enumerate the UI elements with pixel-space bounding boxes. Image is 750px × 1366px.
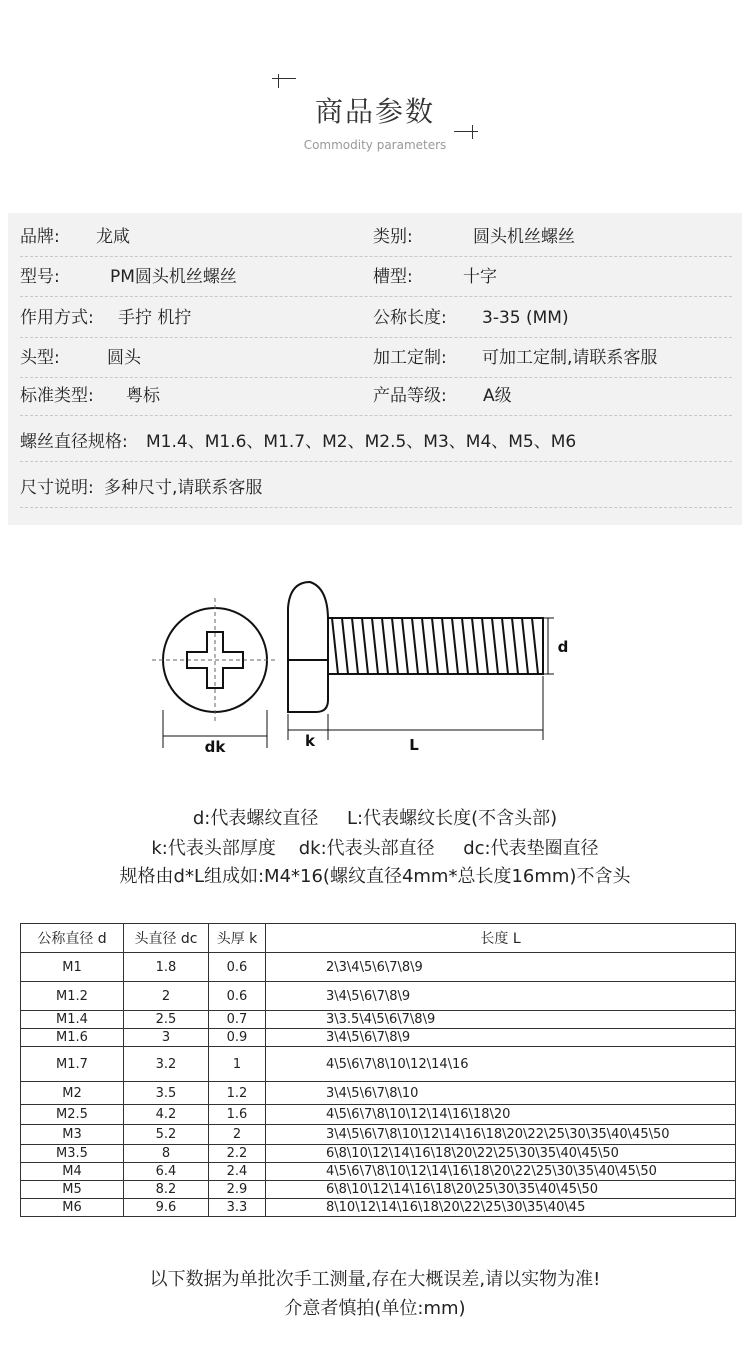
table-header: 头直径 dc — [124, 924, 209, 953]
param-value: M1.4、M1.6、M1.7、M2、M2.5、M3、M4、M5、M6 — [146, 432, 577, 452]
table-cell: 1.6 — [209, 1105, 266, 1125]
table-row — [21, 1163, 736, 1181]
table-cell: 3.3 — [209, 1199, 266, 1217]
param-value: A级 — [483, 386, 512, 406]
spec-table — [20, 923, 736, 1217]
decor-line — [278, 74, 279, 88]
param-value: 手拧 机拧 — [118, 308, 192, 328]
table-row — [21, 982, 736, 1011]
table-header: 公称直径 d — [21, 924, 124, 953]
param-row — [20, 423, 732, 462]
table-cell: M1 — [21, 953, 124, 982]
param-label: 作用方式: — [20, 308, 94, 328]
table-cell: 8.2 — [124, 1181, 209, 1199]
table-cell: 4\5\6\7\8\10\12\14\16\18\20\22\25\30\35\40\45\50 — [266, 1163, 736, 1181]
params-panel — [8, 213, 742, 525]
param-value: 圆头机丝螺丝 — [473, 227, 575, 247]
legend-line: d:代表螺纹直径 L:代表螺纹长度(不含头部) — [192, 808, 558, 829]
param-value: 3-35 (MM) — [482, 308, 569, 328]
table-cell: 3.2 — [124, 1047, 209, 1082]
table-row — [21, 1145, 736, 1163]
param-label: 槽型: — [373, 267, 413, 287]
param-label: 品牌: — [20, 227, 60, 247]
label-d: d — [557, 638, 569, 656]
table-cell: 6.4 — [124, 1163, 209, 1181]
table-cell: 0.6 — [209, 982, 266, 1011]
table-row — [21, 953, 736, 982]
section-title: 商品参数 — [314, 95, 435, 128]
decor-line — [272, 78, 296, 79]
notice-line: 介意者慎拍(单位:mm) — [284, 1298, 466, 1319]
table-cell: 0.7 — [209, 1011, 266, 1029]
param-value: PM圆头机丝螺丝 — [110, 267, 237, 287]
table-cell: 2\3\4\5\6\7\8\9 — [266, 953, 736, 982]
param-row — [20, 258, 732, 297]
table-cell: M5 — [21, 1181, 124, 1199]
table-cell: 4\5\6\7\8\10\12\14\16 — [266, 1047, 736, 1082]
param-row — [20, 299, 732, 338]
param-row — [20, 339, 732, 378]
head-side-view — [288, 582, 328, 712]
table-row — [21, 1011, 736, 1029]
param-row — [20, 377, 732, 416]
section-subtitle: Commodity parameters — [303, 138, 447, 152]
table-cell: 3 — [124, 1029, 209, 1047]
param-value: 圆头 — [107, 348, 141, 368]
table-cell: 0.9 — [209, 1029, 266, 1047]
table-cell: M2 — [21, 1082, 124, 1105]
table-row — [21, 1047, 736, 1082]
table-header: 头厚 k — [209, 924, 266, 953]
table-row — [21, 1105, 736, 1125]
table-cell: 9.6 — [124, 1199, 209, 1217]
table-cell: 1.2 — [209, 1082, 266, 1105]
table-header-row — [21, 924, 736, 953]
table-cell: 5.2 — [124, 1125, 209, 1145]
param-value: 粤标 — [126, 386, 160, 406]
table-row — [21, 1181, 736, 1199]
table-cell: 2.5 — [124, 1011, 209, 1029]
table-cell: 2 — [209, 1125, 266, 1145]
label-dk: dk — [204, 738, 226, 756]
label-L: L — [409, 736, 419, 754]
table-cell: M2.5 — [21, 1105, 124, 1125]
param-label: 尺寸说明: — [20, 478, 94, 498]
param-row — [20, 469, 732, 508]
notice-line: 以下数据为单批次手工测量,存在大概误差,请以实物为准! — [149, 1269, 601, 1290]
table-row — [21, 1029, 736, 1047]
table-cell: 3\4\5\6\7\8\9 — [266, 1029, 736, 1047]
table-cell: 3\3.5\4\5\6\7\8\9 — [266, 1011, 736, 1029]
table-cell: 2.4 — [209, 1163, 266, 1181]
param-label: 公称长度: — [373, 308, 447, 328]
table-cell: 1 — [209, 1047, 266, 1082]
param-label: 产品等级: — [373, 386, 447, 406]
table-header: 长度 L — [266, 924, 736, 953]
table-cell: 0.6 — [209, 953, 266, 982]
decor-line — [454, 131, 478, 132]
table-cell: M3.5 — [21, 1145, 124, 1163]
table-cell: M1.6 — [21, 1029, 124, 1047]
legend-line: 规格由d*L组成如:M4*16(螺纹直径4mm*总长度16mm)不含头 — [119, 866, 631, 887]
table-cell: M4 — [21, 1163, 124, 1181]
legend-line: k:代表头部厚度 dk:代表头部直径 dc:代表垫圈直径 — [151, 838, 599, 859]
table-cell: 8\10\12\14\16\18\20\22\25\30\35\40\45 — [266, 1199, 736, 1217]
table-row — [21, 1082, 736, 1105]
table-cell: 2.9 — [209, 1181, 266, 1199]
param-label: 螺丝直径规格: — [20, 432, 128, 452]
table-cell: 8 — [124, 1145, 209, 1163]
param-label: 头型: — [20, 348, 60, 368]
table-cell: 3\4\5\6\7\8\10\12\14\16\18\20\22\25\30\35\40\45\50 — [266, 1125, 736, 1145]
table-cell: 3\4\5\6\7\8\9 — [266, 982, 736, 1011]
table-cell: 4.2 — [124, 1105, 209, 1125]
param-value: 十字 — [463, 267, 497, 287]
table-cell: 1.8 — [124, 953, 209, 982]
table-cell: 3.5 — [124, 1082, 209, 1105]
table-cell: 6\8\10\12\14\16\18\20\22\25\30\35\40\45\50 — [266, 1145, 736, 1163]
table-cell: 2 — [124, 982, 209, 1011]
param-label: 加工定制: — [373, 348, 447, 368]
table-cell: M1.2 — [21, 982, 124, 1011]
screw-diagram — [140, 580, 570, 760]
table-row — [21, 1125, 736, 1145]
label-k: k — [305, 732, 315, 750]
table-cell: 6\8\10\12\14\16\18\20\25\30\35\40\45\50 — [266, 1181, 736, 1199]
table-cell: 3\4\5\6\7\8\10 — [266, 1082, 736, 1105]
decor-line — [472, 125, 473, 139]
table-cell: 2.2 — [209, 1145, 266, 1163]
table-cell: 4\5\6\7\8\10\12\14\16\18\20 — [266, 1105, 736, 1125]
table-row — [21, 1199, 736, 1217]
table-cell: M3 — [21, 1125, 124, 1145]
param-value: 龙咸 — [96, 227, 130, 247]
table-cell: M1.4 — [21, 1011, 124, 1029]
param-value: 可加工定制,请联系客服 — [482, 348, 658, 368]
table-cell: M6 — [21, 1199, 124, 1217]
param-label: 型号: — [20, 267, 60, 287]
table-cell: M1.7 — [21, 1047, 124, 1082]
section-header — [0, 70, 750, 160]
param-label: 标准类型: — [20, 386, 94, 406]
param-value: 多种尺寸,请联系客服 — [104, 478, 263, 498]
param-row — [20, 218, 732, 257]
param-label: 类别: — [373, 227, 413, 247]
